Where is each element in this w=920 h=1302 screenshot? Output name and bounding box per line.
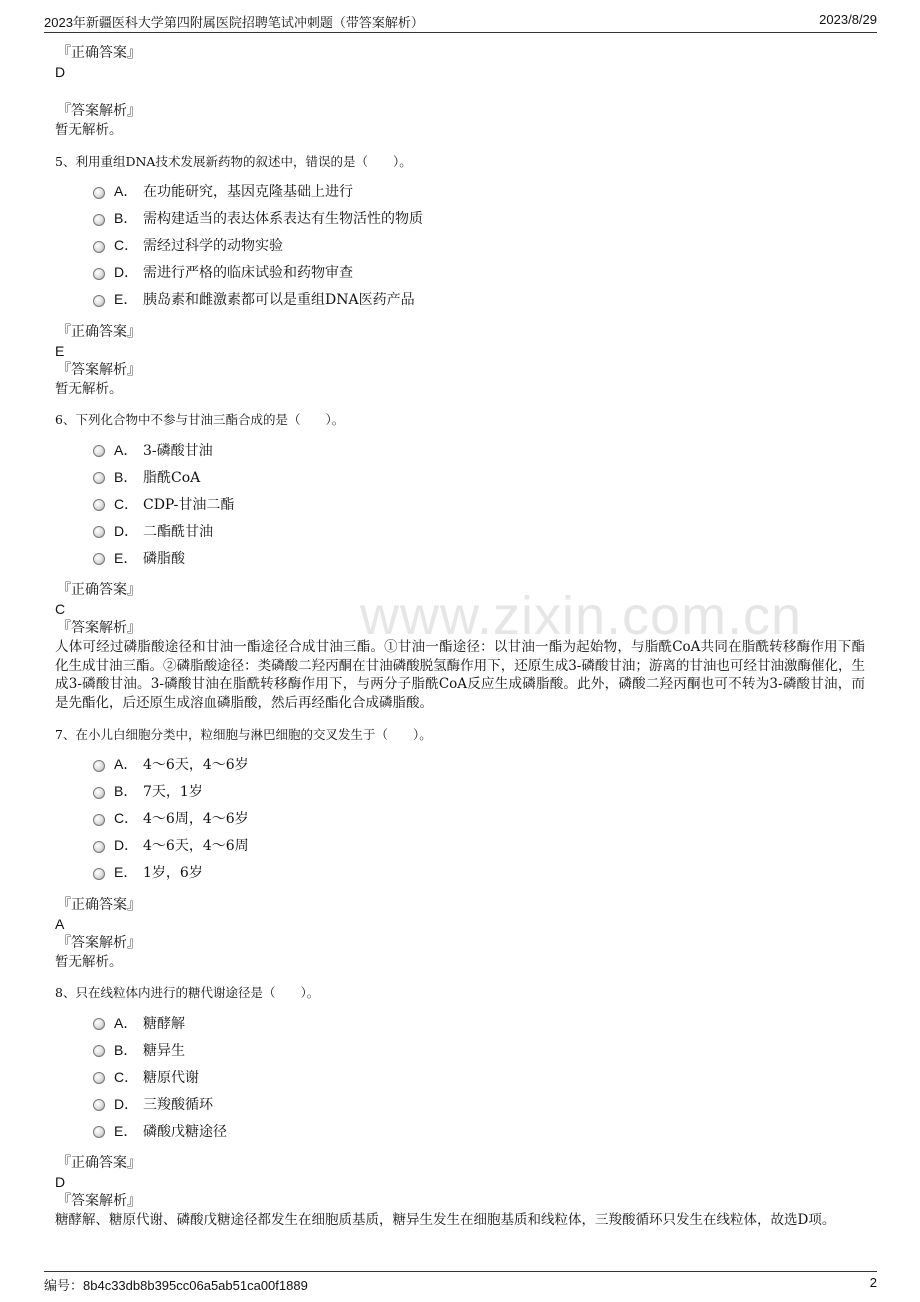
radio-button-icon[interactable] [93, 841, 105, 853]
option-letter: B． [114, 468, 138, 485]
spacer [55, 886, 865, 896]
analysis-label: 『答案解析』 [57, 1193, 141, 1210]
option-letter: E． [114, 549, 138, 566]
analysis-text: 人体可经过磷脂酸途径和甘油一酯途径合成甘油三酯。①甘油一酯途径：以甘油一酯为起始物，与脂酰CoA共同在脂酰转移酶作用下酯化生成甘油三酯。②磷脂酸途径：类磷酸二羟丙酮在甘油磷酸脱氢酶作用下，还原生成3-磷酸甘油；游离的甘油也可经甘油激酶催化，生成3-磷酸甘油。3-磷酸甘油在脂酰转移酶作用下，与两分子脂酰CoA反应生成磷脂酸。此外，磷酸二羟丙酮也可不转为3-磷酸甘油，而是先酯化，后还原生成溶血磷脂酸，然后再经酯化合成磷脂酸。 [55, 639, 865, 711]
option-text: 三羧酸循环 [143, 1096, 213, 1113]
option-letter: C． [114, 1068, 139, 1085]
radio-button-icon[interactable] [93, 1018, 105, 1030]
header-title: 2023年新疆医科大学第四附属医院招聘笔试冲刺题（带答案解析） [44, 15, 424, 30]
radio-button-icon[interactable] [93, 1045, 105, 1057]
option-item[interactable] [93, 232, 865, 259]
option-text: 7天，1岁 [143, 784, 203, 801]
analysis-text: 暂无解析。 [55, 953, 123, 970]
radio-button-icon[interactable] [93, 187, 105, 199]
option-text: 4～6天，4～6周 [143, 838, 249, 855]
option-letter: A． [114, 183, 138, 200]
option-text: 4～6天，4～6岁 [143, 757, 249, 774]
question-stem: 8、只在线粒体内进行的糖代谢途径是（ ）。 [55, 985, 320, 1001]
header-date: 2023/8/29 [819, 12, 877, 27]
answer-label: 『正确答案』 [57, 896, 141, 913]
option-letter: D． [114, 837, 139, 854]
option-letter: B． [114, 1041, 138, 1058]
option-item[interactable] [93, 1063, 865, 1090]
page-header [44, 10, 877, 33]
option-letter: B． [114, 210, 138, 227]
option-item[interactable] [93, 205, 865, 232]
option-letter: C． [114, 237, 139, 254]
top-answer-block [55, 44, 865, 140]
option-item[interactable] [93, 286, 865, 313]
option-text: 需经过科学的动物实验 [143, 238, 283, 255]
option-text: 糖异生 [143, 1042, 185, 1059]
answer-value: E [55, 342, 65, 359]
option-list [93, 751, 865, 886]
option-text: 磷脂酸 [143, 550, 185, 567]
option-letter: E． [114, 291, 138, 308]
document-code: 编号：8b4c33db8b395cc06a5ab51ca00f1889 [44, 1278, 308, 1293]
option-text: 糖原代谢 [143, 1069, 199, 1086]
answer-value: C [55, 601, 66, 618]
radio-button-icon[interactable] [93, 1072, 105, 1084]
analysis-text: 暂无解析。 [55, 122, 123, 138]
question-stem: 5、利用重组DNA技术发展新药物的叙述中，错误的是（ ）。 [55, 153, 412, 169]
radio-button-icon[interactable] [93, 241, 105, 253]
watermark: www.zixin.com.cn [360, 586, 803, 646]
option-item[interactable] [93, 1009, 865, 1036]
option-text: 糖酵解 [143, 1015, 185, 1032]
option-item[interactable] [93, 463, 865, 490]
option-text: 二酯酰甘油 [143, 523, 213, 540]
option-text: 需进行严格的临床试验和药物审查 [143, 265, 353, 282]
option-item[interactable] [93, 1036, 865, 1063]
option-text: 4～6周，4～6岁 [143, 811, 249, 828]
option-letter: E． [114, 864, 138, 881]
analysis-label: 『答案解析』 [57, 103, 141, 119]
option-letter: D． [114, 1095, 139, 1112]
option-item[interactable] [93, 436, 865, 463]
option-text: 脂酰CoA [143, 469, 201, 486]
option-item[interactable] [93, 259, 865, 286]
analysis-label: 『答案解析』 [57, 620, 141, 637]
option-text: 3-磷酸甘油 [143, 442, 213, 459]
option-item[interactable] [93, 751, 865, 778]
option-text: 在功能研究，基因克隆基础上进行 [143, 184, 353, 201]
option-item[interactable] [93, 778, 865, 805]
option-item[interactable] [93, 178, 865, 205]
radio-button-icon[interactable] [93, 472, 105, 484]
option-item[interactable] [93, 859, 865, 886]
radio-button-icon[interactable] [93, 1099, 105, 1111]
radio-button-icon[interactable] [93, 868, 105, 880]
option-list [93, 1009, 865, 1144]
question-block [55, 726, 865, 972]
answer-label: 『正确答案』 [57, 1155, 141, 1172]
option-letter: B． [114, 783, 138, 800]
radio-button-icon[interactable] [93, 445, 105, 457]
option-letter: D． [114, 522, 139, 539]
option-letter: C． [114, 810, 139, 827]
option-list [93, 436, 865, 571]
option-text: 需构建适当的表达体系表达有生物活性的物质 [143, 211, 423, 228]
question-list [55, 153, 865, 1230]
option-item[interactable] [93, 1090, 865, 1117]
answer-label: 『正确答案』 [57, 582, 141, 599]
answer-label: 『正确答案』 [57, 45, 141, 61]
radio-button-icon[interactable] [93, 814, 105, 826]
question-block [55, 984, 865, 1230]
spacer [55, 1144, 865, 1154]
analysis-text: 暂无解析。 [55, 380, 123, 397]
radio-button-icon[interactable] [93, 526, 105, 538]
spacer [55, 313, 865, 323]
option-item[interactable] [93, 832, 865, 859]
option-text: 1岁，6岁 [143, 865, 203, 882]
option-text: CDP-甘油二酯 [143, 496, 235, 513]
answer-value: A [55, 915, 65, 932]
question-stem: 7、在小儿白细胞分类中，粒细胞与淋巴细胞的交叉发生于（ ）。 [55, 726, 432, 742]
option-list [93, 178, 865, 313]
radio-button-icon[interactable] [93, 553, 105, 565]
page-footer [44, 1271, 877, 1296]
option-item[interactable] [93, 1117, 865, 1144]
option-text: 磷酸戊糖途径 [143, 1123, 227, 1140]
document-body [55, 44, 865, 1230]
radio-button-icon[interactable] [93, 268, 105, 280]
option-item[interactable] [93, 805, 865, 832]
analysis-text: 糖酵解、糖原代谢、磷酸戊糖途径都发生在细胞质基质，糖异生发生在细胞基质和线粒体，三羧酸循环只发生在线粒体，故选D项。 [55, 1212, 836, 1229]
option-letter: D． [114, 264, 139, 281]
option-item[interactable] [93, 544, 865, 571]
analysis-label: 『答案解析』 [57, 934, 141, 951]
radio-button-icon[interactable] [93, 787, 105, 799]
question-block [55, 411, 865, 712]
option-letter: A． [114, 756, 138, 773]
option-item[interactable] [93, 517, 865, 544]
option-text: 胰岛素和雌激素都可以是重组DNA医药产品 [143, 292, 415, 309]
option-letter: C． [114, 495, 139, 512]
answer-value: D [55, 1174, 66, 1191]
page-number: 2 [869, 1275, 877, 1290]
answer-value: D [55, 64, 66, 80]
question-stem: 6、下列化合物中不参与甘油三酯合成的是（ ）。 [55, 412, 345, 428]
option-letter: A． [114, 441, 138, 458]
radio-button-icon[interactable] [93, 214, 105, 226]
radio-button-icon[interactable] [93, 760, 105, 772]
option-letter: E． [114, 1122, 138, 1139]
spacer [55, 571, 865, 581]
radio-button-icon[interactable] [93, 499, 105, 511]
option-letter: A． [114, 1014, 138, 1031]
option-item[interactable] [93, 490, 865, 517]
question-block [55, 153, 865, 399]
radio-button-icon[interactable] [93, 295, 105, 307]
radio-button-icon[interactable] [93, 1126, 105, 1138]
answer-label: 『正确答案』 [57, 323, 141, 340]
analysis-label: 『答案解析』 [57, 361, 141, 378]
